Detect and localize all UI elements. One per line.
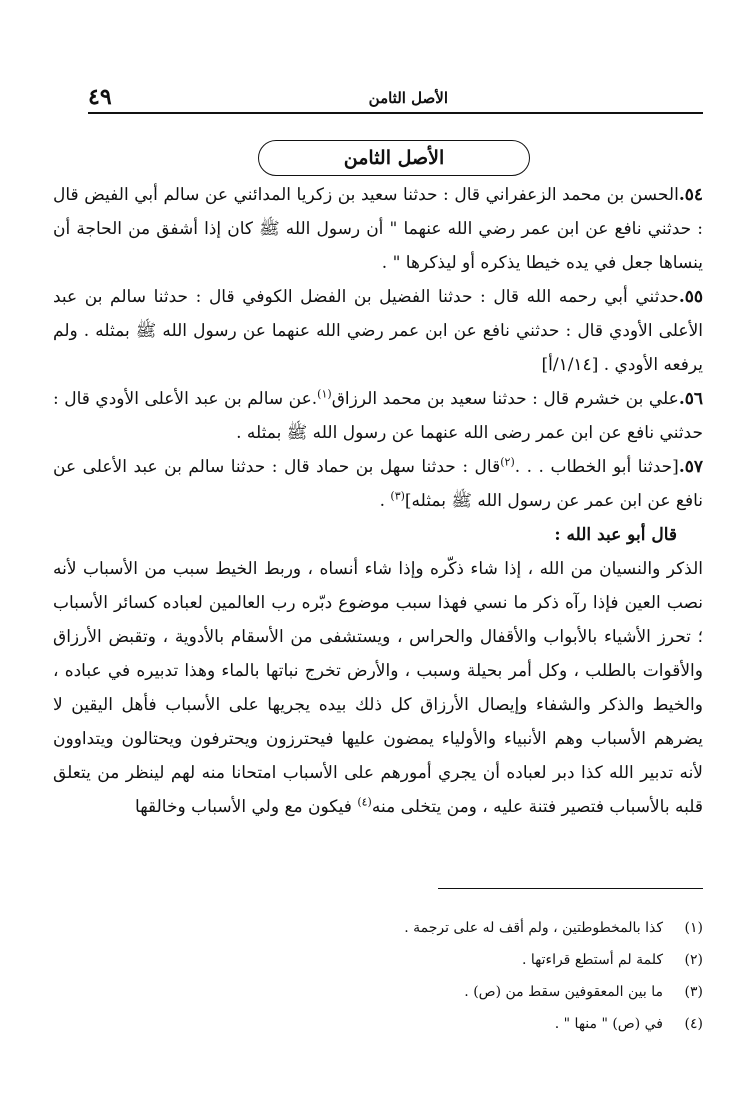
hadith-text-cont: قال : حدثنا سهل بن حماد قال : حدثنا سالم بن عبد الأعلى عن نافع عن ابن عمر عن رسول الله ﷺ بمثله] xyxy=(53,457,703,511)
body-text xyxy=(53,178,703,824)
commentary-text: الذكر والنسيان من الله ، إذا شاء ذكّره وإذا شاء أنساه ، وربط الخيط سبب من الأسباب لأنه نصب العين فإذا رآه ذكر ما نسي فهذا سبب موضوع دبّره رب العالمين لعباده كسائر الأسباب ؛ تحرز الأشياء بالأبواب والأقفال والحراس ، ويستشفى من الأسقام بالأدوية ، وتقبض الأرزاق والأقوات بالطلب ، وكل أمر بحيلة وسبب ، والأرض تخرج نباتها بالماء وهذا تدبيره في عباده ، والخيط والذكر والشفاء وإيصال الأرزاق كل ذلك بيده يجريها على الأسباب فأهل اليقين لا يضرهم الأسباب وهم الأنبياء والأولياء يمضون عليها فيحترزون ويحترفون ويحتالون ويتداوون لأنه تدبير الله كذا دبر لعباده أن يجري أمورهم على الأسباب امتحانا منه لهم لينظر من يتعلق قلبه بالأسباب فتصير فتنة عليه ، ومن يتخلى منه xyxy=(53,559,703,817)
hadith-text: الحسن بن محمد الزعفراني قال : حدثنا سعيد بن زكريا المدائني عن سالم أبي الفيض قال : حدثني نافع عن ابن عمر رضي الله عنهما " أن رسول الله ﷺ كان إذا أشفق من الحاجة أن ينساها جعل في يده خيطا يذكره أو ليذكرها " . xyxy=(53,185,703,273)
footnote-number: (٣) xyxy=(684,984,703,1000)
running-header xyxy=(88,78,703,114)
footnote-ref: (٣) xyxy=(390,489,405,503)
footnote-number: (١) xyxy=(684,920,703,936)
hadith-57 xyxy=(53,450,703,518)
hadith-text: حدثني أبي رحمه الله قال : حدثنا الفضيل بن الفضل الكوفي قال : حدثنا سالم بن عبد الأعلى الأودي قال : حدثني نافع عن ابن عمر رضي الله عنهما عن رسول الله ﷺ بمثله . ولم يرفعه الأودي . [١/١٤/أ] xyxy=(53,287,703,375)
footnotes xyxy=(53,912,703,1040)
hadith-text-cont: .عن سالم بن عبد الأعلى الأودي قال : حدثني نافع عن ابن عمر رضى الله عنهما عن رسول الله ﷺ بمثله . xyxy=(53,389,703,443)
footnote-divider xyxy=(438,888,703,889)
footnote-ref: (٢) xyxy=(500,455,515,469)
section-title: الأصل الثامن xyxy=(343,147,445,169)
footnote-4 xyxy=(53,1008,703,1040)
hadith-number: ٥٤. xyxy=(678,185,703,205)
hadith-55 xyxy=(53,280,703,382)
commentary-paragraph xyxy=(53,552,703,824)
page-number: ٤٩ xyxy=(88,84,112,110)
hadith-54 xyxy=(53,178,703,280)
footnote-text: كذا بالمخطوطتين ، ولم أقف له على ترجمة . xyxy=(404,920,663,936)
footnote-text: في (ص) " منها " . xyxy=(554,1016,663,1032)
hadith-text: [حدثنا أبو الخطاب . . . xyxy=(514,457,679,477)
footnote-number: (٢) xyxy=(684,952,703,968)
footnote-2 xyxy=(53,944,703,976)
footnote-ref: (٤) xyxy=(357,795,372,809)
footnote-text: ما بين المعقوفين سقط من (ص) . xyxy=(464,984,663,1000)
footnote-3 xyxy=(53,976,703,1008)
commentary-text-cont: فيكون مع ولي الأسباب وخالقها xyxy=(135,797,358,817)
footnote-ref: (١) xyxy=(317,387,332,401)
commentary-heading xyxy=(53,518,703,552)
section-title-box xyxy=(258,140,530,176)
hadith-number: ٥٧. xyxy=(678,457,703,477)
footnote-text: كلمة لم أستطع قراءتها . xyxy=(521,952,663,968)
hadith-text-end: . xyxy=(379,491,391,511)
hadith-56 xyxy=(53,382,703,450)
running-header-title: الأصل الثامن xyxy=(368,89,448,107)
hadith-number: ٥٦. xyxy=(678,389,704,409)
commentary-heading-text: قال أبو عبد الله : xyxy=(554,525,677,545)
hadith-text: علي بن خشرم قال : حدثنا سعيد بن محمد الرزاق xyxy=(331,389,679,409)
footnote-number: (٤) xyxy=(684,1016,703,1032)
footnote-1 xyxy=(53,912,703,944)
hadith-number: ٥٥. xyxy=(678,287,703,307)
